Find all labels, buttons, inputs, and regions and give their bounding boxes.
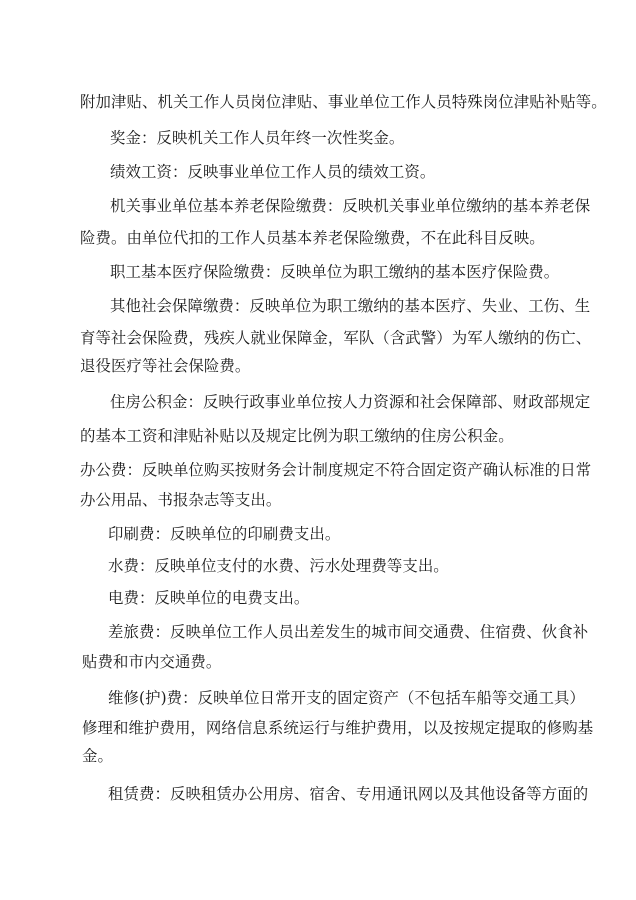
text-line: 印刷费：反映单位的印刷费支出。 [108,525,341,543]
text-line: 职工基本医疗保险缴费：反映单位为职工缴纳的基本医疗保险费。 [110,263,560,281]
text-line: 电费：反映单位的电费支出。 [108,589,310,607]
text-line: 其他社会保障缴费：反映单位为职工缴纳的基本医疗、失业、工伤、生 [110,297,591,315]
text-line: 的基本工资和津贴补贴以及规定比例为职工缴纳的住房公积金。 [80,427,514,445]
text-line: 奖金：反映机关工作人员年终一次性奖金。 [110,129,405,147]
text-line: 办公费：反映单位购买按财务会计制度规定不符合固定资产确认标准的日常 [80,461,592,479]
text-line: 水费：反映单位支付的水费、污水处理费等支出。 [108,557,449,575]
text-line: 险费。由单位代扣的工作人员基本养老保险缴费，不在此科目反映。 [80,229,545,247]
text-line: 育等社会保险费，残疾人就业保障金，军队（含武警）为军人缴纳的伤亡、 [80,329,592,347]
text-line: 差旅费：反映单位工作人员出差发生的城市间交通费、住宿费、伙食补 [108,623,589,641]
text-line: 住房公积金：反映行政事业单位按人力资源和社会保障部、财政部规定 [110,393,591,411]
text-line: 贴费和市内交通费。 [82,653,222,671]
text-line: 维修(护)费：反映单位日常开支的固定资产（不包括车船等交通工具） [108,689,585,707]
text-line: 修理和维护费用，网络信息系统运行与维护费用，以及按规定提取的修购基 [82,719,594,737]
text-line: 金。 [82,747,113,765]
text-line: 办公用品、书报杂志等支出。 [80,491,282,509]
text-line: 退役医疗等社会保险费。 [80,357,251,375]
text-line: 附加津贴、机关工作人员岗位津贴、事业单位工作人员特殊岗位津贴补贴等。 [80,93,607,111]
text-line: 绩效工资：反映事业单位工作人员的绩效工资。 [110,163,436,181]
text-line: 租赁费：反映租赁办公用房、宿舍、专用通讯网以及其他设备等方面的 [108,785,589,803]
text-line: 机关事业单位基本养老保险缴费：反映机关事业单位缴纳的基本养老保 [110,197,591,215]
